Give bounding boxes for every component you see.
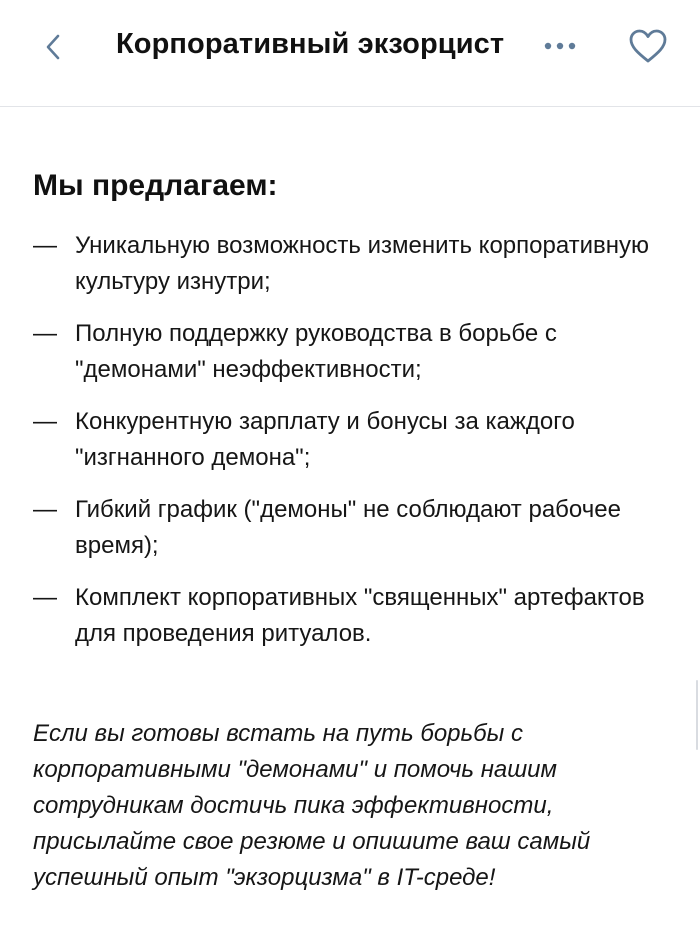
offer-list-item (33, 228, 673, 300)
offer-item-text: Комплект корпоративных "священных" артефактов для проведения ритуалов. (75, 584, 645, 647)
back-button[interactable] (30, 24, 76, 70)
offer-item-text: Гибкий график ("демоны" не соблюдают рабочее время); (75, 496, 621, 559)
more-horizontal-icon (543, 41, 577, 51)
offer-item-text: Полную поддержку руководства в борьбе с "демонами" неэффективности; (75, 320, 557, 383)
list-dash: — (33, 496, 57, 523)
offer-list-item (33, 580, 673, 652)
offer-list-item (33, 316, 673, 388)
offer-item-text: Конкурентную зарплату и бонусы за каждого "изгнанного демона"; (75, 408, 575, 471)
offer-list (33, 228, 673, 652)
posting-content (33, 166, 673, 896)
offer-list-item (33, 404, 673, 476)
list-dash: — (33, 584, 57, 611)
closing-paragraph: Если вы готовы встать на путь борьбы с корпоративными "демонами" и помочь нашим сотрудникам достичь пика эффективности, присылайте свое резюме и опишите ваш самый успешный опыт "экзорцизма" в IT-среде! (33, 720, 591, 891)
chevron-left-icon (43, 32, 63, 62)
list-dash: — (33, 232, 57, 259)
offer-list-item (33, 492, 673, 564)
list-dash: — (33, 408, 57, 435)
page-title: Корпоративный экзорцист (116, 28, 505, 60)
offer-item-text: Уникальную возможность изменить корпоративную культуру изнутри; (75, 232, 650, 295)
favorite-button[interactable] (624, 22, 672, 70)
scrollbar[interactable] (696, 680, 698, 750)
top-navigation-bar (0, 0, 700, 107)
heart-outline-icon (628, 28, 668, 64)
more-options-button[interactable] (538, 24, 582, 68)
offer-section-title: Мы предлагаем: (33, 169, 278, 202)
list-dash: — (33, 320, 57, 347)
